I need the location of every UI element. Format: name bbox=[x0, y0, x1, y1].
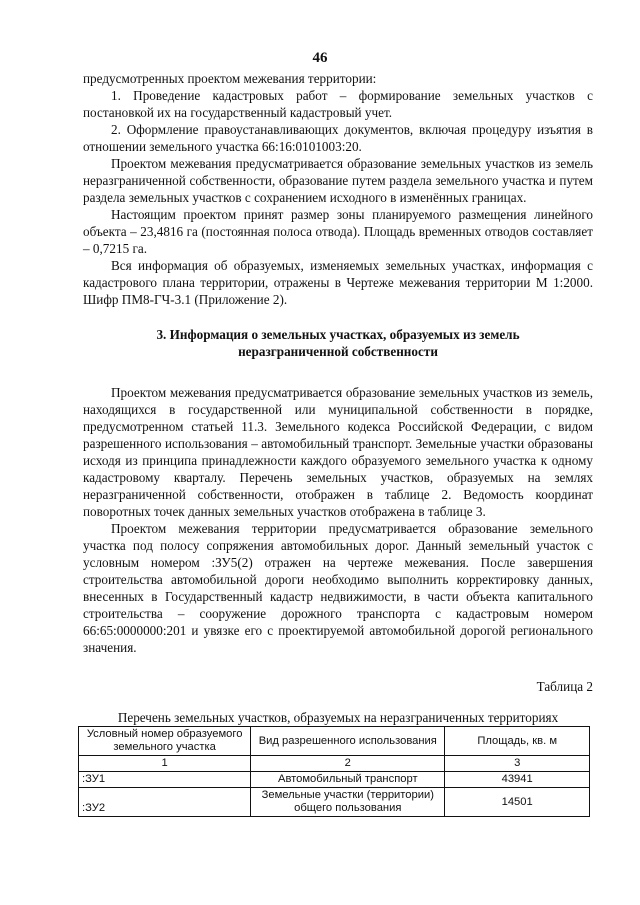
cell-area: 43941 bbox=[445, 772, 590, 788]
cell-permitted-use: Автомобильный транспорт bbox=[251, 772, 445, 788]
paragraph-formation: Проектом межевания предусматривается образование земельных участков из земель неразграниченной собственности, образование путем раздела земельного участка и путем раздела земельных участков с сохранением исходного в изменённых границах. bbox=[83, 156, 593, 205]
table-row bbox=[79, 772, 590, 788]
paragraph-intro: предусмотренных проектом межевания территории: bbox=[83, 71, 377, 86]
paragraph-item-2: 2. Оформление правоустанавливающих документов, включая процедуру изъятия в отношении земельного участка 66:16:0101003:20. bbox=[83, 122, 593, 154]
paragraph-info-drawing: Вся информация об образуемых, изменяемых земельных участках, информация с кадастрового плана территории, отражены в Чертеже межевания территории М 1:2000. Шифр ПМ8-ГЧ-3.1 (Приложение 2). bbox=[83, 258, 593, 307]
table-caption: Перечень земельных участков, образуемых на неразграниченных территориях bbox=[117, 710, 559, 725]
table-row bbox=[79, 788, 590, 817]
header-plot-number: Условный номер образуемого земельного участка bbox=[79, 727, 251, 756]
page-content bbox=[83, 70, 593, 817]
paragraph-item-1: 1. Проведение кадастровых работ – формирование земельных участков с постановкой их на государственный кадастровый учет. bbox=[83, 88, 593, 120]
cell-area: 14501 bbox=[445, 788, 590, 817]
section-paragraph-1: Проектом межевания предусматривается образование земельных участков из земель, находящихся в государственной или муниципальной собственности в порядке, предусмотренном статьей 11.3. Земельного кодекса Российской Федерации, с видом разрешенного использования – автомобильный транспорт. Земельные участки образованы исходя из принципа принадлежности каждого образуемого земельного участка к одному кадастровому кварталу. Перечень земельных участков, образуемых на землях неразграниченной собственности, отображен в таблице 2. Ведомость координат поворотных точек данных земельных участков отображена в таблице 3. bbox=[83, 385, 593, 519]
table-column-number-row bbox=[79, 756, 590, 772]
page-number: 46 bbox=[312, 50, 328, 66]
cell-permitted-use: Земельные участки (территории) общего пользования bbox=[251, 788, 445, 817]
section-heading: 3. Информация о земельных участках, образуемых из земель неразграниченной собственности bbox=[156, 327, 520, 359]
land-plots-table bbox=[78, 726, 590, 817]
table-label: Таблица 2 bbox=[536, 679, 593, 694]
cell-plot-number: :ЗУ1 bbox=[79, 772, 251, 788]
paragraph-zone-size: Настоящим проектом принят размер зоны планируемого размещения линейного объекта – 23,4816 га (постоянная полоса отвода). Площадь временных отводов составляет – 0,7215 га. bbox=[83, 207, 593, 256]
column-number: 3 bbox=[445, 756, 590, 772]
cell-plot-number: :ЗУ2 bbox=[79, 788, 251, 817]
column-number: 2 bbox=[251, 756, 445, 772]
header-area: Площадь, кв. м bbox=[445, 727, 590, 756]
table-header-row bbox=[79, 727, 590, 756]
column-number: 1 bbox=[79, 756, 251, 772]
section-paragraph-2: Проектом межевания территории предусматривается образование земельного участка под полосу сопряжения автомобильных дорог. Данный земельный участок с условным номером :ЗУ5(2) отражен на чертеже межевания. После завершения строительства автомобильной дороги необходимо выполнить корректировку данных, внесенных в Государственный кадастр недвижимости, в части объекта капитального строительства – сооружение дорожного транспорта с кадастровым номером 66:65:0000000:201 и увязке его с проектируемой автомобильной дорогой регионального значения. bbox=[83, 521, 593, 655]
header-permitted-use: Вид разрешенного использования bbox=[251, 727, 445, 756]
